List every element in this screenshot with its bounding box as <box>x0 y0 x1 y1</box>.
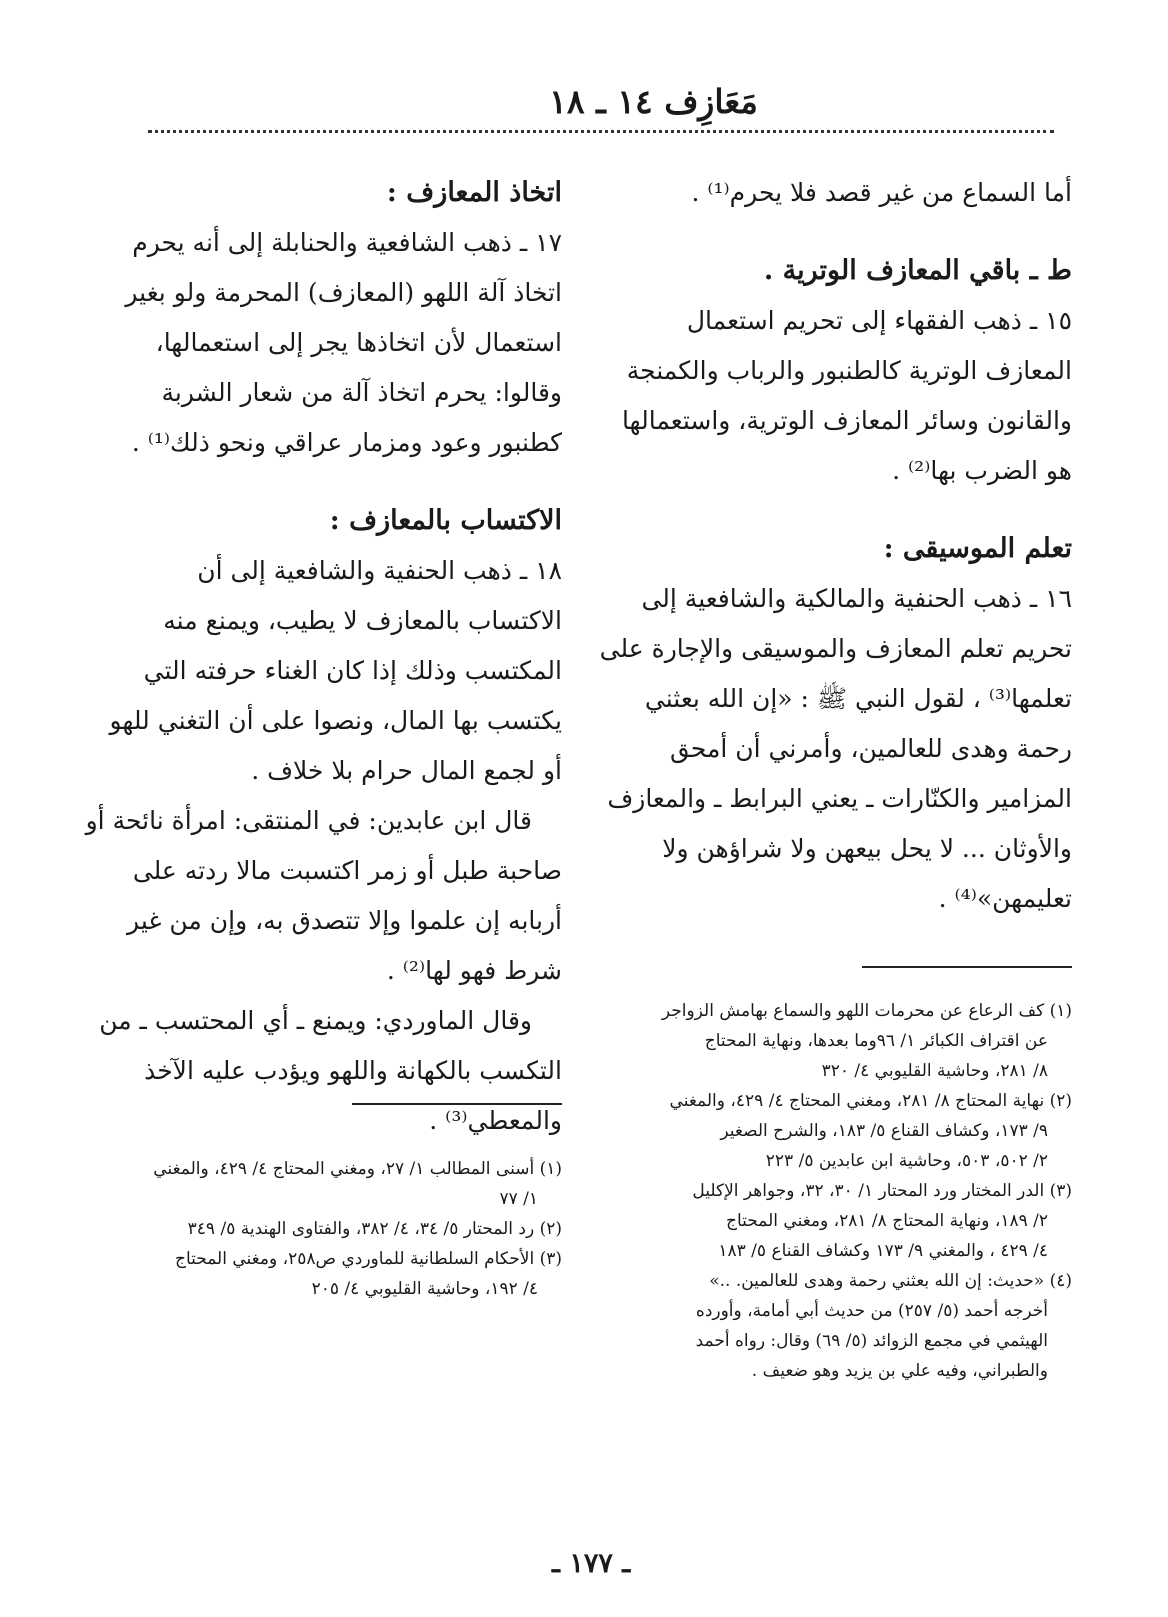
footnote-line: ١/ ٧٧ <box>499 1189 538 1209</box>
footnotes-right <box>620 996 1072 1386</box>
page-number: ـ ١٧٧ ـ <box>552 1548 631 1579</box>
footnote-divider-left <box>352 1103 562 1105</box>
paragraph-16-line: تحريم تعلم المعازف والموسيقى والإجارة على <box>599 634 1072 663</box>
footnote-line: (٢) نهاية المحتاج ٨/ ٢٨١، ومغني المحتاج ٤/ ٤٢٩، والمغني <box>669 1091 1072 1111</box>
footnote-line: ٩/ ١٧٣، وكشاف القناع ٥/ ١٨٣، والشرح الصغير <box>720 1121 1048 1141</box>
section-heading-music: تعلم الموسيقى : <box>883 533 1072 564</box>
paragraph-15-line: المعازف الوترية كالطنبور والرباب والكمنجة <box>626 356 1072 385</box>
header-divider <box>148 130 1054 133</box>
paragraph-16-line: المزامير والكنّارات ـ يعني البرابط ـ والمعازف <box>607 784 1072 813</box>
footnote-line: ٤/ ٤٢٩ ، والمغني ٩/ ١٧٣ وكشاف القناع ٥/ ١٨٣ <box>718 1241 1048 1261</box>
paragraph-ibn-abidin-line: شرط فهو لها⁽²⁾ . <box>386 956 562 985</box>
footnotes-left <box>132 1154 562 1304</box>
footnote-line: (٣) الدر المختار ورد المحتار ١/ ٣٠، ٣٢، وجواهر الإكليل <box>692 1181 1072 1201</box>
paragraph-mawardi-line: والمعطي⁽³⁾ . <box>429 1106 562 1135</box>
right-column <box>599 168 1072 924</box>
paragraph-17-line: كطنبور وعود ومزمار عراقي ونحو ذلك⁽¹⁾ . <box>131 428 562 457</box>
footnote-line: ٢/ ١٨٩، ونهاية المحتاج ٨/ ٢٨١، ومغني المحتاج <box>726 1211 1048 1231</box>
section-heading-iktisab: الاكتساب بالمعازف : <box>329 505 562 536</box>
footnote-line: ٢/ ٥٠٢، ٥٠٣، وحاشية ابن عابدين ٥/ ٢٢٣ <box>765 1151 1048 1171</box>
paragraph-15-line: ١٥ ـ ذهب الفقهاء إلى تحريم استعمال <box>686 306 1072 335</box>
footnote-divider-right <box>862 966 1072 968</box>
section-heading-watari: ط ـ باقي المعازف الوترية . <box>763 255 1072 286</box>
paragraph-16-line: رحمة وهدى للعالمين، وأمرني أن أمحق <box>670 734 1072 763</box>
footnote-line: الهيثمي في مجمع الزوائد (٥/ ٦٩) وقال: رواه أحمد <box>695 1331 1048 1351</box>
paragraph-17-line: استعمال لأن اتخاذها يجر إلى استعمالها، <box>155 328 562 357</box>
footnote-line: (٢) رد المحتار ٥/ ٣٤، ٤/ ٣٨٢، والفتاوى الهندية ٥/ ٣٤٩ <box>187 1219 562 1239</box>
footnote-line: (٣) الأحكام السلطانية للماوردي ص٢٥٨، ومغني المحتاج <box>174 1249 562 1269</box>
paragraph-17-line: وقالوا: يحرم اتخاذ آلة من شعار الشربة <box>161 378 562 407</box>
paragraph-17-line: ١٧ ـ ذهب الشافعية والحنابلة إلى أنه يحرم <box>132 228 562 257</box>
footnote-line: أخرجه أحمد (٥/ ٢٥٧) من حديث أبي أمامة، وأورده <box>695 1301 1048 1321</box>
footnote-line: عن اقتراف الكبائر ١/ ٩٦وما بعدها، ونهاية المحتاج <box>704 1031 1048 1051</box>
footnote-line: (١) أسنى المطالب ١/ ٢٧، ومغني المحتاج ٤/ ٤٢٩، والمغني <box>153 1159 562 1179</box>
paragraph-16-line: تعليمهن»⁽⁴⁾ . <box>938 884 1072 913</box>
paragraph-18-line: ١٨ ـ ذهب الحنفية والشافعية إلى أن <box>197 556 562 585</box>
paragraph-ibn-abidin-line: أربابه إن علموا وإلا تتصدق به، وإن من غير <box>127 906 562 935</box>
left-column <box>85 168 562 1146</box>
footnote-line: (٤) «حديث: إن الله بعثني رحمة وهدى للعالمين. ..» <box>709 1271 1072 1291</box>
paragraph-18-line: أو لجمع المال حرام بلا خلاف . <box>251 756 562 785</box>
footnote-line: والطبراني، وفيه علي بن يزيد وهو ضعيف . <box>751 1361 1048 1381</box>
paragraph-18-line: الاكتساب بالمعازف لا يطيب، ويمنع منه <box>163 606 562 635</box>
paragraph-18-line: يكتسب بها المال، ونصوا على أن التغني للهو <box>109 706 562 735</box>
page-header-title: مَعَازِف ١٤ ـ ١٨ <box>549 82 758 121</box>
paragraph-16-line: والأوثان ... لا يحل بيعهن ولا شراؤهن ولا <box>662 834 1072 863</box>
section-heading-ittikhadh: اتخاذ المعازف : <box>386 177 562 208</box>
paragraph-17-line: اتخاذ آلة اللهو (المعازف) المحرمة ولو بغير <box>125 278 562 307</box>
paragraph-15-line: والقانون وسائر المعازف الوترية، واستعمالها <box>621 406 1072 435</box>
footnote-line: ٤/ ١٩٢، وحاشية القليوبي ٤/ ٢٠٥ <box>311 1279 538 1299</box>
paragraph-mawardi-line: التكسب بالكهانة واللهو ويؤدب عليه الآخذ <box>144 1056 562 1085</box>
footnote-line: ٨/ ٢٨١، وحاشية القليوبي ٤/ ٣٢٠ <box>821 1061 1048 1081</box>
paragraph-mawardi-line: وقال الماوردي: ويمنع ـ أي المحتسب ـ من <box>99 1006 532 1035</box>
paragraph-ibn-abidin-line: قال ابن عابدين: في المنتقى: امرأة نائحة أو <box>85 806 532 835</box>
paragraph-18-line: المكتسب وذلك إذا كان الغناء حرفته التي <box>143 656 562 685</box>
paragraph-15-line: هو الضرب بها⁽²⁾ . <box>892 456 1072 485</box>
paragraph-16-line: تعلمها⁽³⁾ ، لقول النبي ﷺ : «إن الله بعثني <box>644 684 1072 713</box>
paragraph-16-line: ١٦ ـ ذهب الحنفية والمالكية والشافعية إلى <box>641 584 1072 613</box>
text-line: أما السماع من غير قصد فلا يحرم⁽¹⁾ . <box>691 178 1072 207</box>
paragraph-ibn-abidin-line: صاحبة طبل أو زمر اكتسبت مالا ردته على <box>132 856 562 885</box>
footnote-line: (١) كف الرعاع عن محرمات اللهو والسماع بهامش الزواجر <box>661 1001 1072 1021</box>
